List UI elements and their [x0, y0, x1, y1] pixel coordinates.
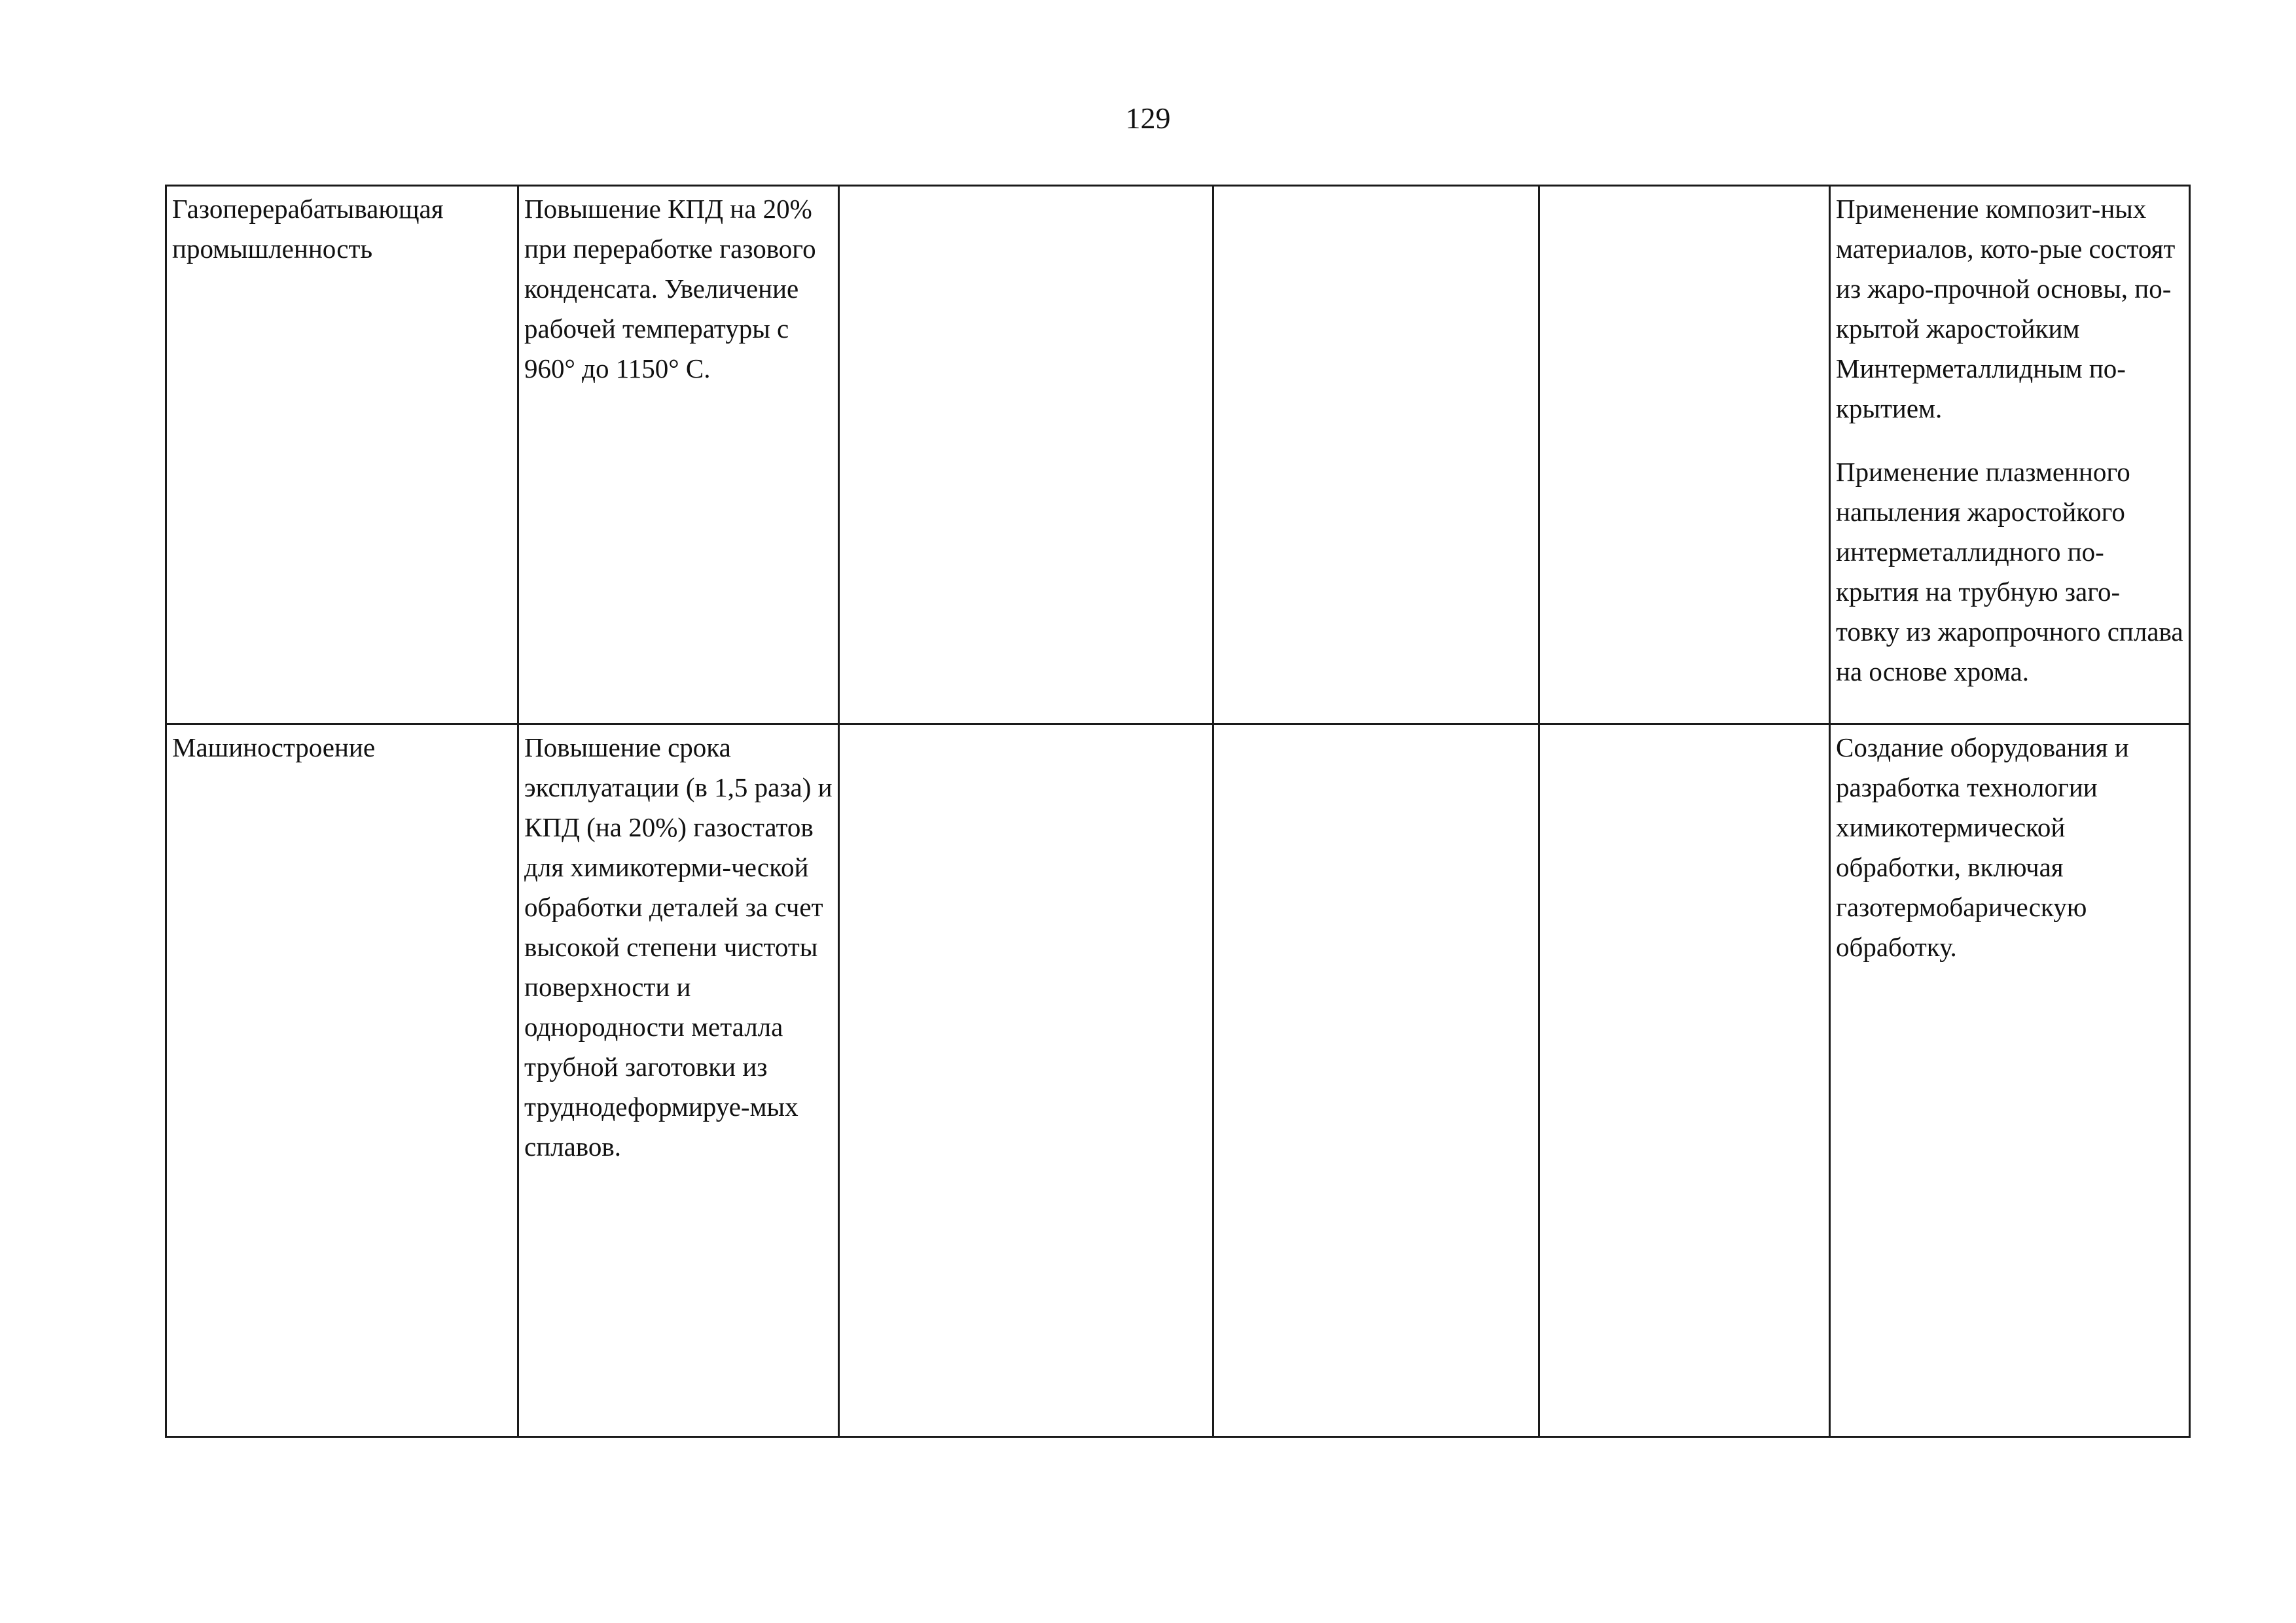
- industry-cell: Машиностроение: [166, 724, 518, 1437]
- empty-cell: [839, 186, 1213, 724]
- industry-cell: Газоперерабатывающая промышленность: [166, 186, 518, 724]
- empty-cell: [839, 724, 1213, 1437]
- effect-cell: Повышение срока эксплуатации (в 1,5 раза) и КПД (на 20%) газостатов для химикотерми-ческой обработки деталей за счет высокой степени чистоты поверхности и однородности металла трубной заготовки из труднодеформируе-мых сплавов.: [518, 724, 839, 1437]
- data-table: [165, 185, 2191, 1438]
- effect-cell: Повышение КПД на 20% при переработке газового конденсата. Увеличение рабочей температуры с 960° до 1150° С.: [518, 186, 839, 724]
- table-row: [166, 724, 2190, 1437]
- empty-cell: [1539, 186, 1830, 724]
- empty-cell: [1213, 724, 1539, 1437]
- page-number: 129: [1125, 101, 1171, 135]
- table-row: [166, 186, 2190, 724]
- empty-cell: [1213, 186, 1539, 724]
- solution-paragraph: Применение плазменного напыления жаростойкого интерметаллидного по-крытия на трубную заго-товку из жаропрочного сплава на основе хрома.: [1836, 457, 2183, 687]
- solution-cell: [1830, 186, 2190, 724]
- empty-cell: [1539, 724, 1830, 1437]
- solution-cell: [1830, 724, 2190, 1437]
- solution-paragraph: Применение композит-ных материалов, кото-рые состоят из жаро-прочной основы, по-крытой жаростойким Минтерметаллидным по-крытием.: [1836, 194, 2176, 423]
- solution-paragraph: Создание оборудования и разработка технологии химикотермической обработки, включая газотермобарическую обработку.: [1836, 732, 2129, 962]
